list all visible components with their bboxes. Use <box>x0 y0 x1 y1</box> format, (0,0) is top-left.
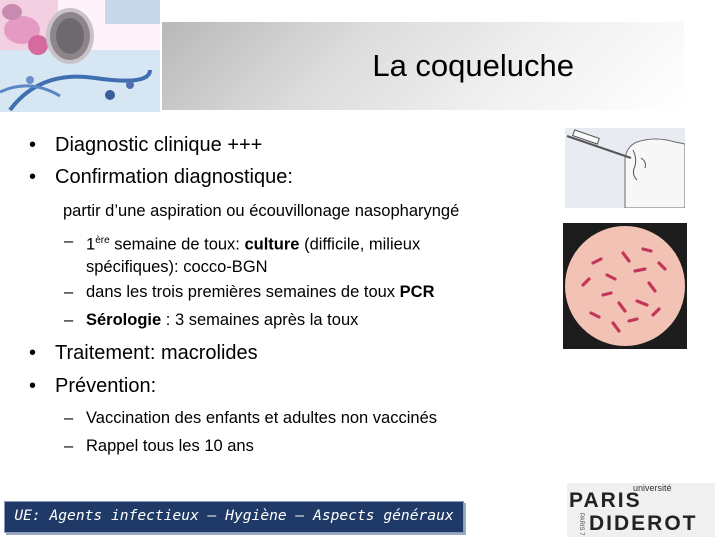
footer-banner <box>4 501 464 533</box>
nasal-swab-image <box>565 128 685 208</box>
corner-microscopy-image <box>0 0 160 112</box>
sub-item-pcr: – dans les trois premières semaines de toux PCR <box>64 283 435 301</box>
sub-item-culture: – 1ère semaine de toux: culture (difficile, milieux spécifiques): cocco-BGN <box>64 232 421 276</box>
sub-item-vaccination: – Vaccination des enfants et adultes non vaccinés <box>64 409 438 427</box>
dash-icon: – <box>64 283 74 301</box>
bullet-text: Prévention: <box>55 375 157 397</box>
bullet-prevention <box>29 375 157 398</box>
bullet-text: Confirmation diagnostique: <box>55 166 293 188</box>
dash-icon: – <box>64 437 74 455</box>
bullet-confirmation <box>29 166 293 189</box>
dash-icon: – <box>64 232 74 250</box>
bullet-traitement <box>29 342 258 365</box>
university-logo: université PARIS PARIS 7 DIDEROT <box>567 483 715 537</box>
dash-icon: – <box>64 409 74 427</box>
bullet-icon: • <box>29 166 37 188</box>
diagnostic-intro: partir d’une aspiration ou écouvillonage nasopharyngé <box>63 202 460 220</box>
bullet-icon: • <box>29 342 37 364</box>
slide-title: La coqueluche <box>372 48 574 83</box>
bullet-icon: • <box>29 134 37 156</box>
bullet-icon: • <box>29 375 37 397</box>
bullet-text: Traitement: macrolides <box>55 342 258 364</box>
sub-item-rappel: – Rappel tous les 10 ans <box>64 437 254 455</box>
bullet-text: Diagnostic clinique +++ <box>55 134 263 156</box>
sub-item-serologie: – Sérologie : 3 semaines après la toux <box>64 311 359 329</box>
bacteria-micrograph-image <box>563 223 687 349</box>
footer-text: UE: Agents infectieux – Hygiène – Aspects généraux <box>14 507 454 524</box>
dash-icon: – <box>64 311 74 329</box>
bullet-diagnostic-clinique <box>29 134 263 157</box>
